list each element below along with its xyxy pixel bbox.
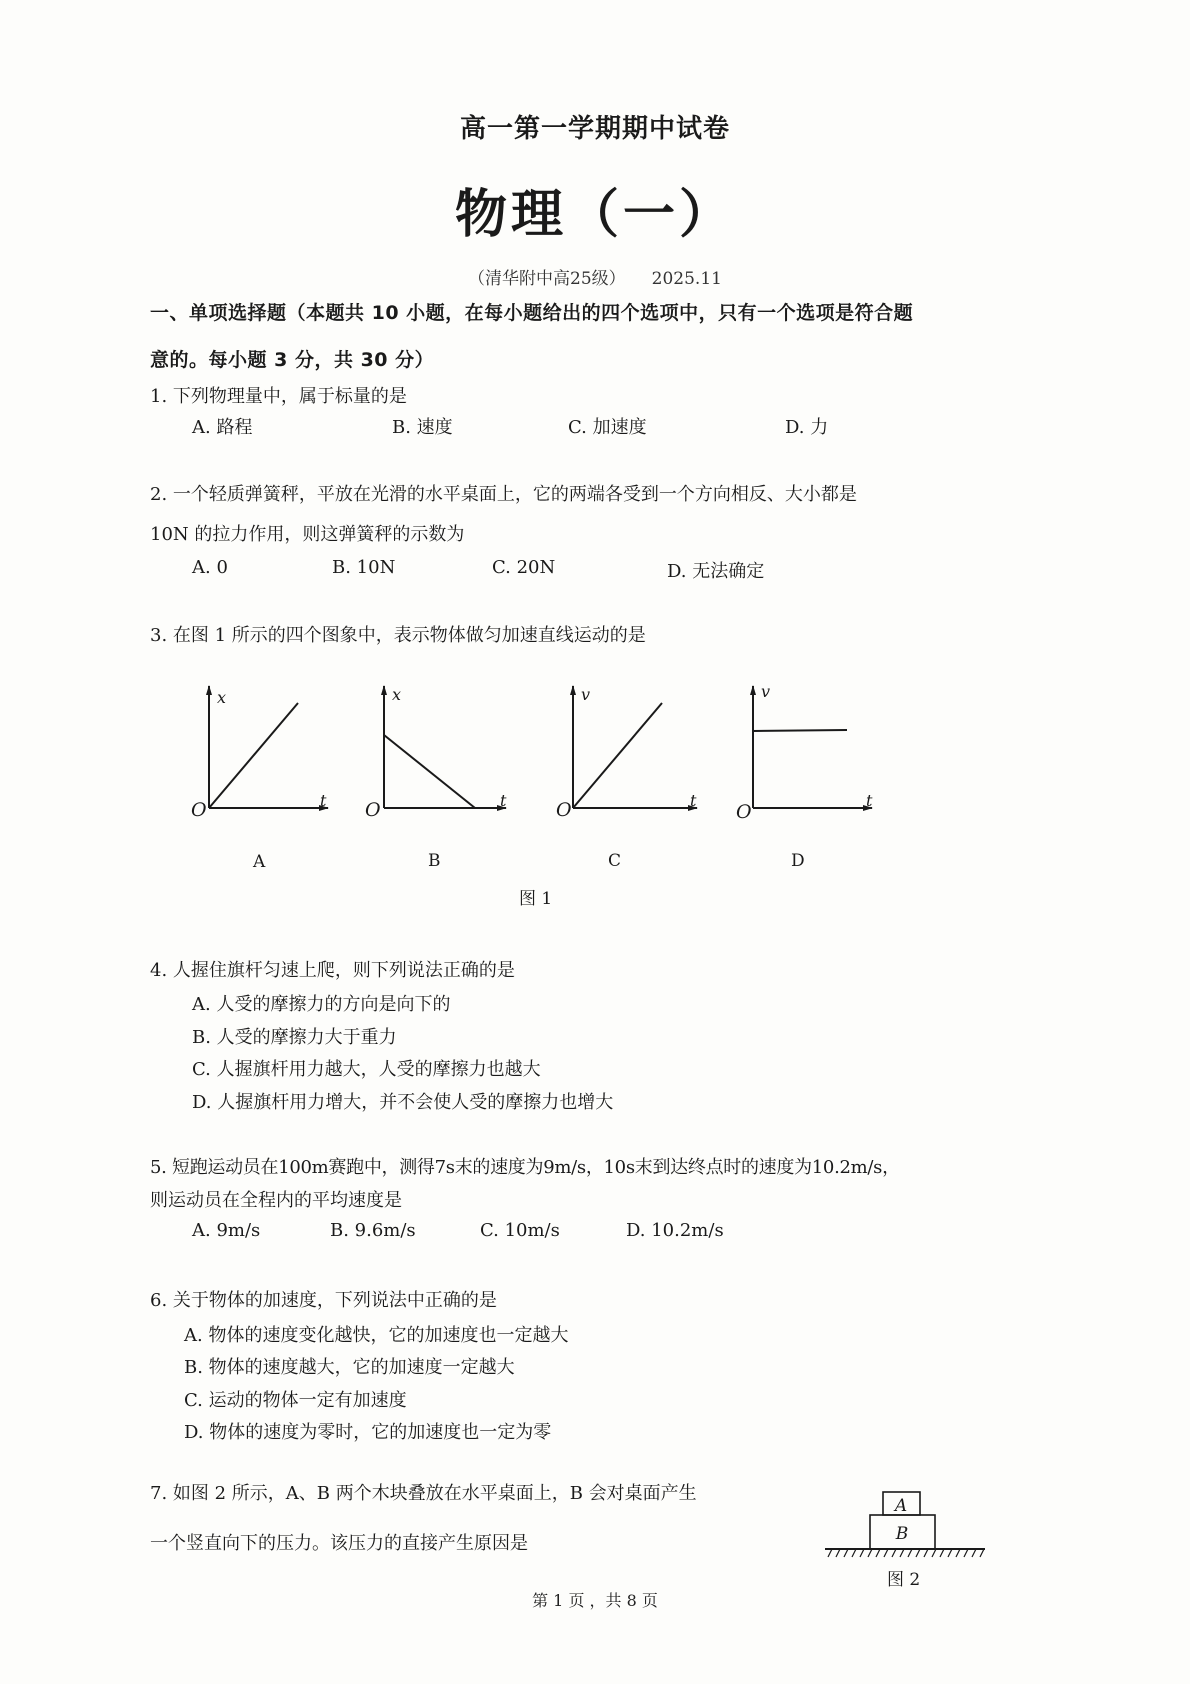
q4-option-a: A. 人受的摩擦力的方向是向下的 <box>192 994 451 1015</box>
graph-d-y-label: v <box>761 682 771 701</box>
graph-b-y-label: x <box>392 685 402 704</box>
graph-b-caption: B <box>428 851 441 871</box>
question-6-stem: 6. 关于物体的加速度，下列说法中正确的是 <box>150 1290 497 1311</box>
question-3-stem: 3. 在图 1 所示的四个图象中，表示物体做匀加速直线运动的是 <box>150 625 646 646</box>
graph-a-caption: A <box>253 852 266 872</box>
exam-info <box>0 264 1190 289</box>
graph-d-origin: O <box>736 801 752 823</box>
q6-option-c: C. 运动的物体一定有加速度 <box>184 1390 407 1411</box>
block-a-label: A <box>894 1496 908 1516</box>
graph-d-x-label: t <box>866 791 873 810</box>
q1-option-c: C. 加速度 <box>568 417 647 438</box>
q2-option-d: D. 无法确定 <box>667 561 765 582</box>
question-7-stem-line1: 7. 如图 2 所示，A、B 两个木块叠放在水平桌面上，B 会对桌面产生 <box>150 1483 697 1504</box>
figure-1-graphs <box>0 670 1190 910</box>
graph-b-origin: O <box>365 799 381 821</box>
exam-title: 物理（一） <box>454 184 735 245</box>
q4-option-c: C. 人握旗杆用力越大，人受的摩擦力也越大 <box>192 1059 541 1080</box>
exam-subtitle: 高一第一学期期中试卷 <box>459 114 730 144</box>
q1-option-a: A. 路程 <box>192 417 253 438</box>
graph-c-origin: O <box>556 799 572 821</box>
figure-1-caption: 图 1 <box>519 889 553 909</box>
section-heading-line1: 一、单项选择题（本题共 10 小题，在每小题给出的四个选项中，只有一个选项是符合题 <box>150 302 914 324</box>
school-label: （清华附中高25级） <box>468 269 626 289</box>
q6-option-b: B. 物体的速度越大，它的加速度一定越大 <box>184 1357 515 1378</box>
graph-a-y-label: x <box>217 688 227 707</box>
graph-c-caption: C <box>608 851 622 871</box>
q5-option-a: A. 9m/s <box>192 1220 261 1241</box>
q6-option-d: D. 物体的速度为零时，它的加速度也一定为零 <box>184 1422 552 1443</box>
q2-option-b: B. 10N <box>332 557 396 578</box>
section-heading-line2: 意的。每小题 3 分，共 30 分） <box>150 349 435 371</box>
graph-c-y-label: v <box>581 685 591 704</box>
graph-d-caption: D <box>791 851 805 871</box>
question-1-stem: 1. 下列物理量中，属于标量的是 <box>150 386 407 407</box>
question-2-stem-line2: 10N 的拉力作用，则这弹簧秤的示数为 <box>150 524 465 545</box>
q2-option-c: C. 20N <box>492 557 556 578</box>
graph-a-x-label: t <box>320 791 327 810</box>
q1-option-b: B. 速度 <box>392 417 453 438</box>
figure-2-blocks <box>820 1485 1020 1565</box>
graph-a-origin: O <box>191 799 207 821</box>
figure-2-caption: 图 2 <box>887 1570 921 1590</box>
question-7-stem-line2: 一个竖直向下的压力。该压力的直接产生原因是 <box>150 1533 528 1554</box>
q5-option-c: C. 10m/s <box>480 1220 560 1241</box>
graph-b-x-label: t <box>500 791 507 810</box>
q2-option-a: A. 0 <box>192 557 228 578</box>
q5-option-d: D. 10.2m/s <box>626 1220 724 1241</box>
question-5-stem-line1: 5. 短跑运动员在100m赛跑中，测得7s末的速度为9m/s，10s末到达终点时的速度为10.2m/s， <box>150 1157 900 1178</box>
question-5-stem-line2: 则运动员在全程内的平均速度是 <box>150 1190 402 1211</box>
question-2-stem-line1: 2. 一个轻质弹簧秤，平放在光滑的水平桌面上，它的两端各受到一个方向相反、大小都是 <box>150 484 857 505</box>
q5-option-b: B. 9.6m/s <box>330 1220 416 1241</box>
question-4-stem: 4. 人握住旗杆匀速上爬，则下列说法正确的是 <box>150 960 515 981</box>
exam-date: 2025.11 <box>651 269 722 289</box>
block-b-label: B <box>895 1524 909 1544</box>
q4-option-b: B. 人受的摩擦力大于重力 <box>192 1027 397 1048</box>
q1-option-d: D. 力 <box>785 417 829 438</box>
q6-option-a: A. 物体的速度变化越快，它的加速度也一定越大 <box>184 1325 569 1346</box>
q4-option-d: D. 人握旗杆用力增大，并不会使人受的摩擦力也增大 <box>192 1092 614 1113</box>
graph-c-x-label: t <box>690 791 697 810</box>
page-footer: 第 1 页 ，共 8 页 <box>532 1591 658 1610</box>
